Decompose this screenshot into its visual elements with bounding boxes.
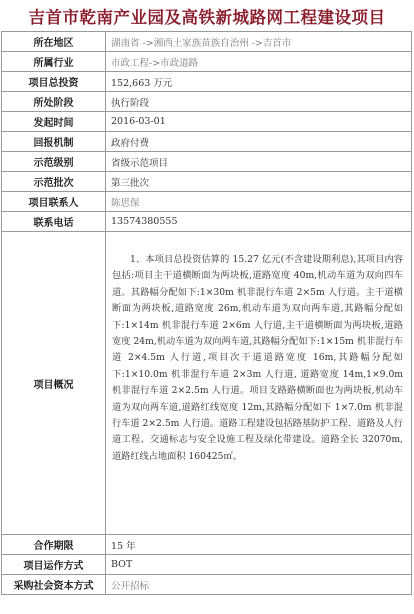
table-row <box>2 555 412 575</box>
row-label: 示范级别 <box>2 152 106 172</box>
table-row <box>2 172 412 192</box>
overview-text: 1、本项目总投资估算的 15.27 亿元(不含建设期利息),其项目内容包括:项目主干道横断面为两块板,道路宽度 40m,机动车道为双向四车道。其路幅分配如下:1×30m 机非混行车道 2×5m 人行道。主干道横断面为两块板,道路宽度 26m,机动车道为双向两车道,其路幅分配如下:1×14m 机非混行车道 2×6m 人行道,主干道横断面为两块板,道路宽度 24m,机动车道为双向两车道,其路幅分配如下:1×15m 机非混行车道 2×4.5m 人行道,项目次干道道路宽度 16m,其路幅分配如下:1×10.0m 机非混行车道 2×3m 人行道, 道路宽度 14m,1×9.0m 机非混行车道 2×2.5m 人行道。项目支路路横断面也为两块板,机动车道为双向两车道,道路红线宽度 12m,其路幅分配如下 1×7.0m 机非混行车道 2×2.5m 人行道。道路工程建设包括路基防护工程、道路及人行道工程、交通标志与安全设施工程及绿化带建设。道路全长 32070m,道路红线占地面积 160425㎡。 <box>112 254 403 462</box>
overview-label: 项目概况 <box>2 232 106 535</box>
overview-cell <box>106 232 412 535</box>
row-value: 省级示范项目 <box>106 152 412 172</box>
table-row <box>2 535 412 555</box>
project-info-table <box>1 31 412 595</box>
page-title: 吉首市乾南产业园及高铁新城路网工程建设项目 <box>28 7 386 27</box>
row-value: 2016-03-01 <box>106 112 412 132</box>
row-value: 13574380555 <box>106 212 412 232</box>
row-label: 联系电话 <box>2 212 106 232</box>
row-value: 公开招标 <box>106 575 412 595</box>
overview-row <box>2 232 412 535</box>
table-row <box>2 52 412 72</box>
row-label: 采购社会资本方式 <box>2 575 106 595</box>
table-row <box>2 132 412 152</box>
row-value: 政府付费 <box>106 132 412 152</box>
row-label: 所属行业 <box>2 52 106 72</box>
row-label: 所处阶段 <box>2 92 106 112</box>
table-row <box>2 152 412 172</box>
row-label: 示范批次 <box>2 172 106 192</box>
row-value: 152,663 万元 <box>106 72 412 92</box>
row-value: 第三批次 <box>106 172 412 192</box>
row-label: 项目运作方式 <box>2 555 106 575</box>
row-label: 发起时间 <box>2 112 106 132</box>
row-label: 回报机制 <box>2 132 106 152</box>
table-row <box>2 92 412 112</box>
row-value: 市政工程->市政道路 <box>106 52 412 72</box>
row-value: 湖南省 ->湘西土家族苗族自治州 ->吉首市 <box>106 32 412 52</box>
table-row <box>2 32 412 52</box>
row-label: 所在地区 <box>2 32 106 52</box>
table-row <box>2 112 412 132</box>
table-row <box>2 212 412 232</box>
row-value: BOT <box>106 555 412 575</box>
row-label: 项目联系人 <box>2 192 106 212</box>
table-row <box>2 192 412 212</box>
row-value: 执行阶段 <box>106 92 412 112</box>
row-value: 15 年 <box>106 535 412 555</box>
table-row <box>2 575 412 595</box>
row-label: 项目总投资 <box>2 72 106 92</box>
row-value: 陈思保 <box>106 192 412 212</box>
row-label: 合作期限 <box>2 535 106 555</box>
table-row <box>2 72 412 92</box>
